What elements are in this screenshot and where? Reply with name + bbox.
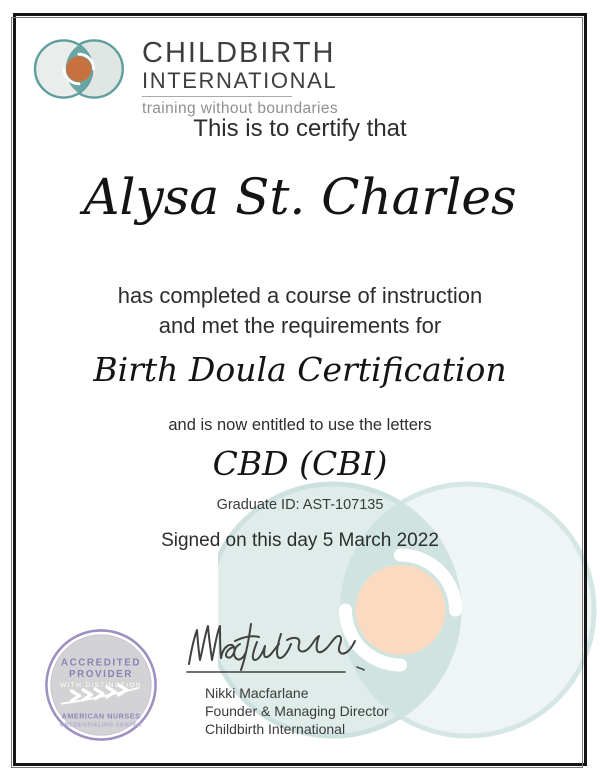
certify-intro-line: This is to certify that: [193, 115, 407, 142]
signer-name: Nikki Macfarlane: [205, 685, 309, 701]
signature-script-icon: [183, 614, 375, 680]
credential-letters: CBD (CBI): [212, 444, 388, 483]
program-title: Birth Doula Certification: [93, 350, 507, 389]
badge-line3: WITH DISTINCTION: [60, 681, 142, 689]
signer-title: Founder & Managing Director: [205, 703, 389, 719]
signed-date-line: Signed on this day 5 March 2022: [161, 530, 439, 551]
signer-org: Childbirth International: [205, 721, 346, 737]
brand-header: [33, 27, 338, 118]
recipient-name: Alysa St. Charles: [83, 168, 517, 226]
completion-statement: [0, 281, 600, 341]
badge-line4: AMERICAN NURSES: [61, 711, 141, 721]
brand-name-line2: INTERNATIONAL: [142, 68, 338, 93]
brand-divider: [142, 96, 292, 97]
accredited-provider-badge: [42, 626, 160, 744]
badge-line5: CREDENTIALING CENTER: [59, 722, 143, 729]
signer-identity: [205, 684, 389, 738]
childbirth-international-logo-icon: [33, 27, 135, 111]
completion-line1: has completed a course of instruction: [117, 283, 483, 308]
completion-line2: and met the requirements for: [158, 313, 442, 338]
brand-tagline: training without boundaries: [142, 100, 339, 117]
entitlement-line: and is now entitled to use the letters: [168, 416, 432, 434]
badge-line2: PROVIDER: [69, 669, 133, 681]
signature-block: [183, 614, 389, 738]
graduate-id: Graduate ID: AST-107135: [216, 497, 384, 513]
brand-name-line1: CHILDBIRTH: [142, 37, 336, 69]
brand-wordmark: [142, 27, 338, 118]
badge-line1: ACCREDITED: [60, 657, 142, 669]
